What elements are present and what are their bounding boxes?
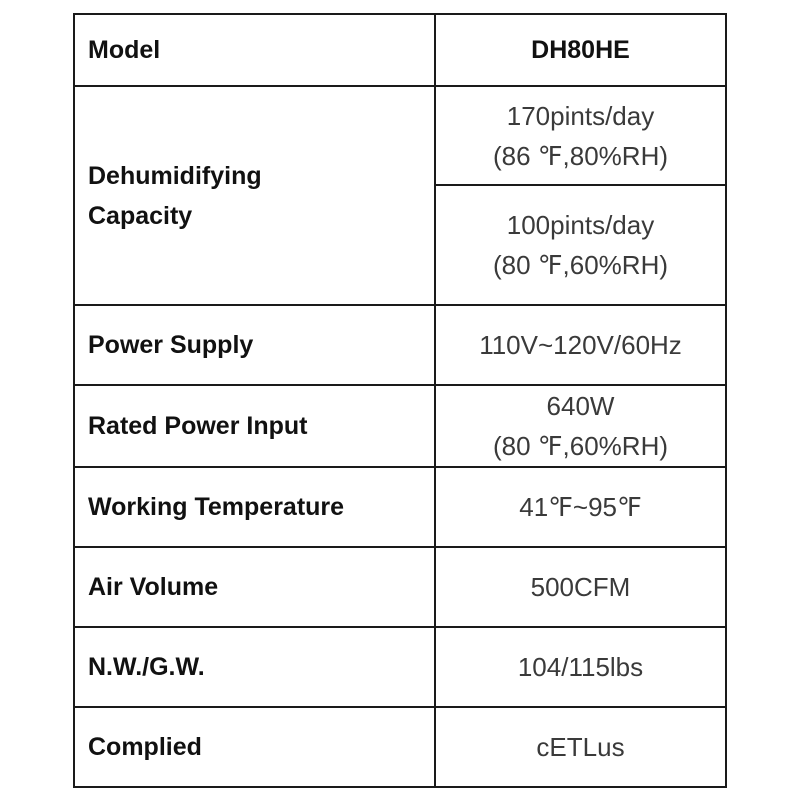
weight-value: 104/115lbs: [435, 627, 726, 707]
table-row-capacity: [74, 86, 726, 185]
capacity-rating-2: [435, 185, 726, 305]
complied-value: cETLus: [435, 707, 726, 787]
table-row-power-supply: [74, 305, 726, 385]
capacity-rating-1-line1: 170pints/day: [506, 100, 655, 131]
table-row-model: [74, 14, 726, 86]
rated-power-input-line1: 640W: [546, 391, 615, 421]
capacity-rating-1-line2: (86 ℉,80%RH): [492, 140, 669, 171]
capacity-label-line2: Capacity: [88, 201, 193, 230]
air-volume-value: 500CFM: [435, 547, 726, 627]
complied-label: Complied: [74, 707, 435, 787]
capacity-rating-2-line1: 100pints/day: [506, 210, 655, 240]
table-row-working-temperature: [74, 467, 726, 547]
table-row-weight: [74, 627, 726, 707]
rated-power-input-label: Rated Power Input: [74, 385, 435, 467]
capacity-label-line1: Dehumidifying: [88, 161, 262, 190]
table-row-rated-power-input: [74, 385, 726, 467]
power-supply-label: Power Supply: [74, 305, 435, 385]
capacity-rating-1: [435, 86, 726, 185]
working-temperature-value: 41℉~95℉: [435, 467, 726, 547]
table-row-complied: [74, 707, 726, 787]
capacity-rating-2-line2: (80 ℉,60%RH): [492, 250, 669, 280]
power-supply-value: 110V~120V/60Hz: [435, 305, 726, 385]
capacity-label: [74, 86, 435, 305]
rated-power-input-line2: (80 ℉,60%RH): [492, 431, 669, 461]
model-value: DH80HE: [435, 14, 726, 86]
spec-table: [73, 13, 727, 788]
working-temperature-label: Working Temperature: [74, 467, 435, 547]
air-volume-label: Air Volume: [74, 547, 435, 627]
model-label: Model: [74, 14, 435, 86]
rated-power-input-value: [435, 385, 726, 467]
table-row-air-volume: [74, 547, 726, 627]
weight-label: N.W./G.W.: [74, 627, 435, 707]
